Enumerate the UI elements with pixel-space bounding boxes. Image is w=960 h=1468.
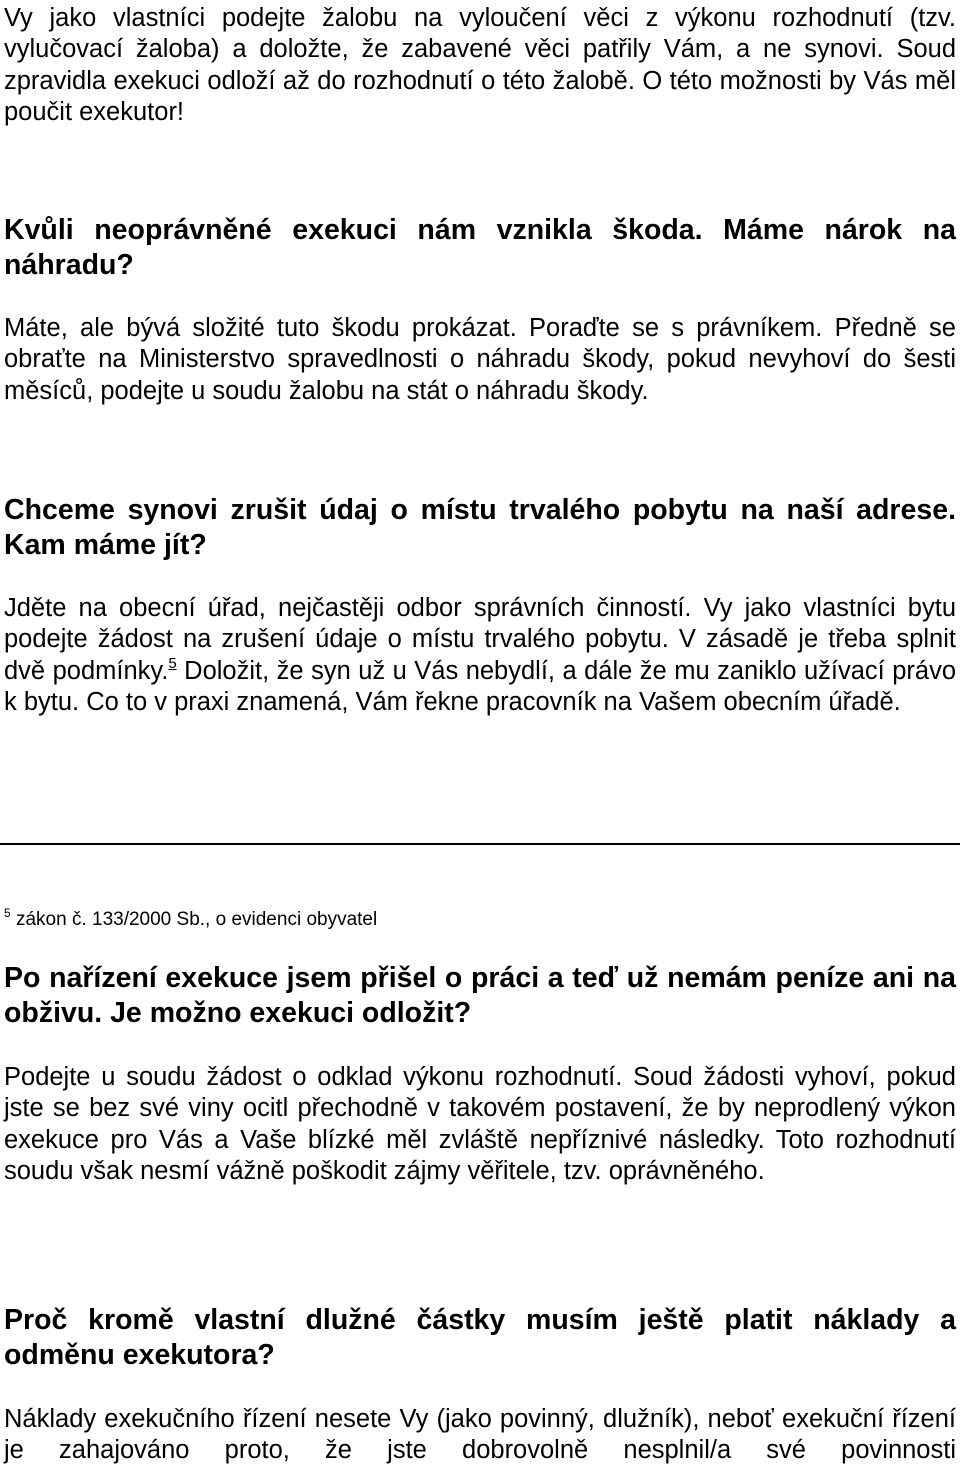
residence-heading: Chceme synovi zrušit údaj o místu trvalého pobytu na naší adrese. Kam máme jít? [4, 494, 956, 561]
footnote-number: 5 [4, 906, 11, 920]
postponement-heading: Po nařízení exekuce jsem přišel o práci a teď už nemám peníze ani na obživu. Je možno exekuci odložit? [4, 962, 956, 1029]
residence-text-part1: Jděte na obecní úřad, nejčastěji odbor správních činností. Vy jako vlastníci bytu podejte žádost na zrušení údaje o místu trvalého pobytu. V zásadě je třeba splnit dvě podmínky. [4, 594, 956, 685]
footnote [4, 908, 377, 932]
postponement-paragraph: Podejte u soudu žádost o odklad výkonu rozhodnutí. Soud žádosti vyhoví, pokud jste se bez své viny ocitl přechodně v takovém postavení, že by neprodlený výkon exekuce pro Vás a Vaše blízké měl zvláště nepříznivé následky. Toto rozhodnutí soudu však nesmí vážně poškodit zájmy věřitele, tzv. oprávněného. [4, 1063, 956, 1185]
residence-text-part2: Doložit, že syn už u Vás nebydlí, a dále že mu zaniklo užívací právo k bytu. Co to v praxi znamená, Vám řekne pracovník na Vašem obecním úřadě. [4, 656, 957, 716]
footnote-text: zákon č. 133/2000 Sb., o evidenci obyvatel [10, 909, 378, 930]
footnote-separator-line [0, 843, 960, 845]
footnote-reference-link[interactable]: 5 [168, 654, 177, 672]
costs-paragraph: Náklady exekučního řízení nesete Vy (jako povinný, dlužník), neboť exekuční řízení je zahajováno proto, že jste dobrovolně nesplnil/a své povinnosti [4, 1405, 956, 1465]
section-residence [4, 493, 956, 563]
costs-heading: Proč kromě vlastní dlužné částky musím ještě platit náklady a odměnu exekutora? [4, 1304, 956, 1371]
section-costs-body [4, 1404, 956, 1467]
section-postponement [4, 961, 956, 1031]
section-damage [4, 213, 956, 283]
section-residence-body [4, 593, 956, 718]
section-intro [4, 3, 956, 128]
section-costs [4, 1303, 956, 1373]
intro-paragraph: Vy jako vlastníci podejte žalobu na vyloučení věci z výkonu rozhodnutí (tzv. vylučovací žaloba) a doložte, že zabavené věci patřily Vám, a ne synovi. Soud zpravidla exekuci odloží až do rozhodnutí o této žalobě. O této možnosti by Vás měl poučit exekutor! [4, 4, 956, 126]
damage-paragraph: Máte, ale bývá složité tuto škodu prokázat. Poraďte se s právníkem. Předně se obraťte na Ministerstvo spravedlnosti o náhradu škody, pokud nevyhoví do šesti měsíců, podejte u soudu žalobu na stát o náhradu škody. [4, 314, 956, 405]
damage-heading: Kvůli neoprávněné exekuci nám vznikla škoda. Máme nárok na náhradu? [4, 214, 956, 281]
section-postponement-body [4, 1062, 956, 1187]
section-damage-body [4, 313, 956, 407]
residence-paragraph [4, 593, 956, 718]
